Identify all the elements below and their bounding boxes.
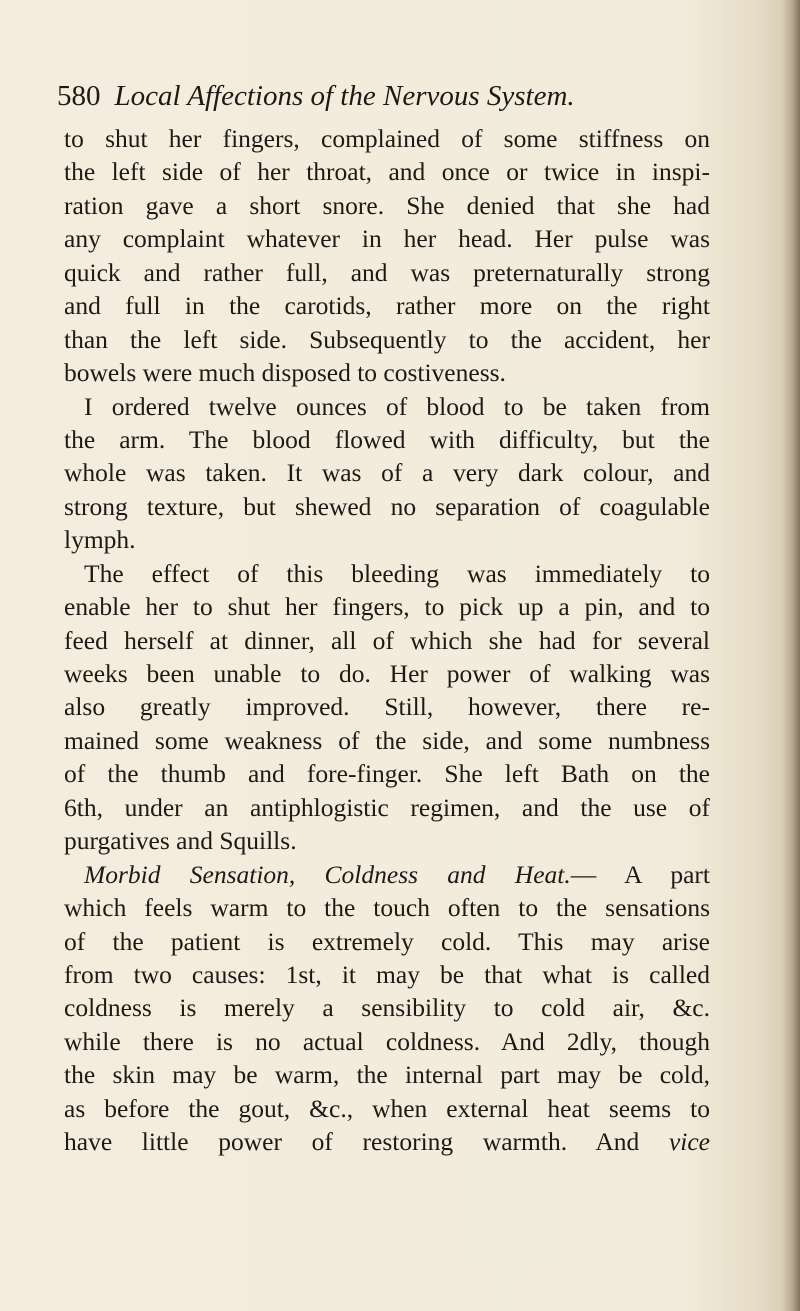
body-text: [64, 122, 710, 1159]
text-line: the arm. The blood flowed with difficulty, but the: [64, 424, 710, 454]
text-line: 6th, under an antiphlogistic regimen, and the use of: [64, 792, 710, 822]
text-line: while there is no actual coldness. And 2dly, though: [64, 1026, 710, 1056]
text-line: also greatly improved. Still, however, there re-: [64, 692, 710, 722]
text-line: to shut her fingers, complained of some stiffness on: [64, 124, 710, 153]
text-line: as before the gout, &c., when external heat seems to: [64, 1093, 710, 1123]
text-line: than the left side. Subsequently to the accident, her: [64, 324, 710, 354]
page-header: [57, 78, 757, 114]
section-heading-line: [64, 858, 710, 891]
text-line: and full in the carotids, rather more on the right: [64, 291, 710, 321]
text-line: of the patient is extremely cold. This may arise: [64, 926, 710, 956]
text-line: feed herself at dinner, all of which she had for several: [64, 625, 710, 655]
text-line: strong texture, but shewed no separation of coagulable: [64, 491, 710, 521]
text-line: weeks been unable to do. Her power of walking was: [64, 659, 710, 688]
text-line: ration gave a short snore. She denied that she had: [64, 190, 710, 220]
text-line: I ordered twelve ounces of blood to be taken from: [84, 391, 710, 421]
text-line: from two causes: 1st, it may be that what is called: [64, 959, 710, 989]
text-line: the left side of her throat, and once or twice in inspi-: [64, 157, 710, 187]
text-line: enable her to shut her fingers, to pick up a pin, and to: [64, 592, 710, 622]
text-line: of the thumb and fore-finger. She left Bath on the: [64, 759, 710, 789]
page-number: 580: [57, 80, 101, 112]
text-line: mained some weakness of the side, and some numbness: [64, 725, 710, 755]
text-fragment: have little power of restoring warmth. And: [64, 1127, 669, 1157]
text-line: whole was taken. It was of a very dark colour, and: [64, 458, 710, 488]
text-line: lymph.: [64, 525, 136, 555]
text-line: quick and rather full, and was preternaturally strong: [64, 257, 710, 287]
text-line: coldness is merely a sensibility to cold air, &c.: [64, 993, 710, 1023]
text-line: the skin may be warm, the internal part may be cold,: [64, 1060, 710, 1090]
page-edge-shadow: [782, 0, 800, 1311]
text-line: any complaint whatever in her head. Her pulse was: [64, 224, 710, 254]
text-line: bowels were much disposed to costiveness.: [64, 358, 506, 388]
text-fragment: A part: [624, 859, 710, 889]
text-line: The effect of this bleeding was immediately to: [84, 558, 710, 588]
running-title: Local Affections of the Nervous System.: [114, 80, 575, 112]
text-line: purgatives and Squills.: [64, 826, 297, 856]
italic-word: vice: [668, 1127, 710, 1157]
heading-dash: —: [570, 859, 625, 889]
final-text-line: [64, 1125, 710, 1158]
section-heading: Morbid Sensation, Coldness and Heat.: [84, 859, 571, 889]
text-line: which feels warm to the touch often to the sensations: [64, 893, 710, 923]
